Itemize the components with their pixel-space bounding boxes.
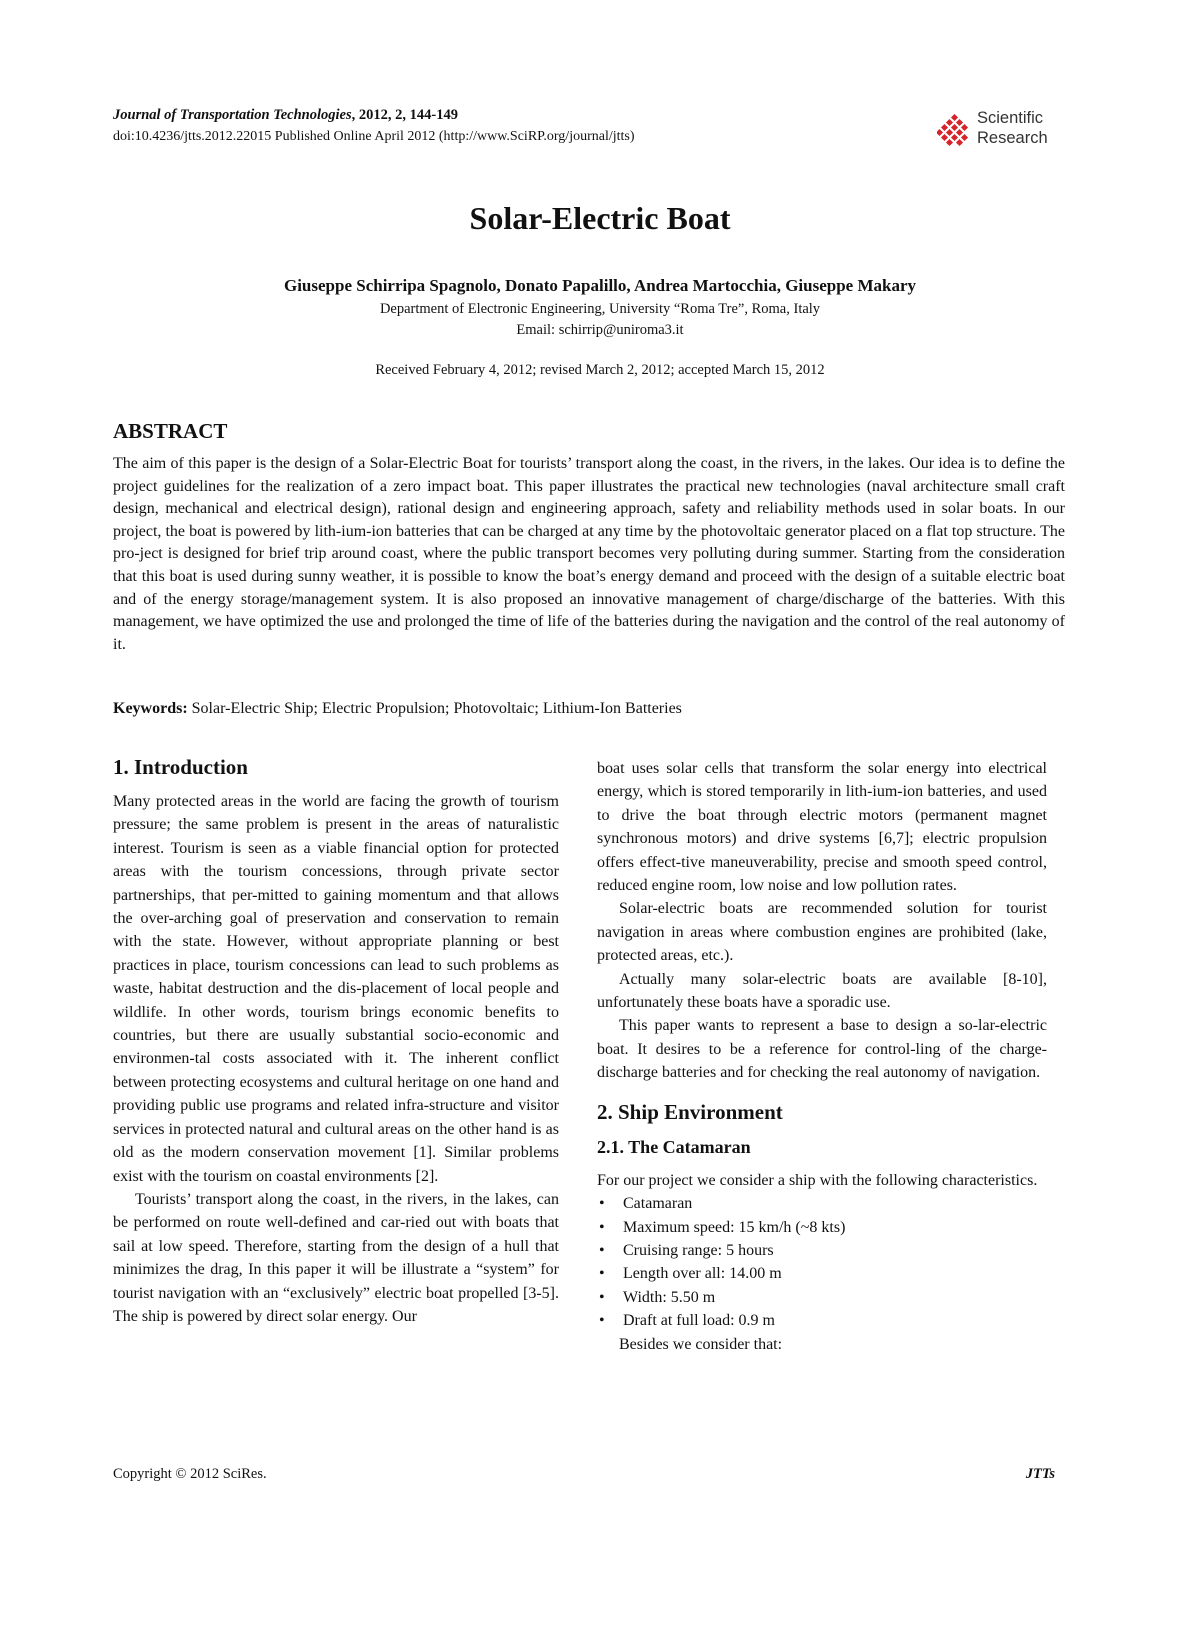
paragraph: Many protected areas in the world are facing the growth of tourism pressure; the same problem is present in the areas of naturalistic interest. Tourism is seen as a viable financial option for protected areas with the tourism concessions, through private sector partnerships, that per-mitted to gaining momentum and that allows the over-arching goal of preservation and conservation to remain with the state. However, without appropriate planning or best practices in place, tourism concessions can lead to such problems as waste, habitat destruction and the dis-placement of local people and wildlife. In other words, tourism brings economic benefits to countries, but there are usually substantial socio-economic and environmen-tal costs associated with it. The inherent conflict between protecting ecosystems and cultural heritage on one hand and providing public use programs and related infra-structure and visitor services in protected natural and cultural areas on the other hand is as old as the modern conservation movement [1]. Similar problems exist with the tourism on coastal environments [2]. <box>113 793 559 1185</box>
logo-line-1: Scientific <box>977 109 1044 127</box>
paper-title: Solar-Electric Boat <box>469 200 731 236</box>
paragraph: boat uses solar cells that transform the solar energy into electrical energy, which is stored temporarily in lith-ium-ion batteries, and used to drive the boat through electric motors (permanent magnet synchronous motors) and drive systems [6,7]; electric propulsion offers effect-tive maneuverability, precise and smooth speed control, reduced engine room, low noise and low pollution rates. <box>597 760 1047 895</box>
email: Email: schirrip@uniroma3.it <box>516 322 684 338</box>
list-item: • Width: 5.50 m <box>597 1286 1047 1309</box>
publisher-logo <box>937 108 1052 152</box>
paragraph: Besides we consider that: <box>619 1335 783 1353</box>
abstract-body <box>113 453 1065 656</box>
list-item: • Catamaran <box>597 1192 1047 1215</box>
keywords <box>113 700 682 718</box>
copyright: Copyright © 2012 SciRes. <box>113 1466 267 1482</box>
journal-citation <box>113 107 458 124</box>
list-item: • Length over all: 14.00 m <box>597 1262 1047 1285</box>
doi-line: doi:10.4236/jtts.2012.22015 Published Online April 2012 (http://www.SciRP.org/journal/jtts) <box>113 129 635 144</box>
characteristics-list <box>597 1192 1047 1332</box>
paragraph: Tourists’ transport along the coast, in the rivers, in the lakes, can be performed on route well-defined and car-ried out with boats that sail at low speed. Therefore, starting from the design of a hull that minimizes the drag, In this paper it will be illustrate a “system” for tourist navigation with an “exclusively” electric boat propelled [3-5]. The ship is powered by direct solar energy. Our <box>113 1190 559 1325</box>
paragraph: For our project we consider a ship with the following characteristics. <box>597 1171 1038 1189</box>
list-item: • Maximum speed: 15 km/h (~8 kts) <box>597 1216 1047 1239</box>
section-heading-introduction: 1. Introduction <box>113 755 248 779</box>
logo-line-2: Research <box>977 129 1048 147</box>
paragraph: Actually many solar-electric boats are available [8-10], unfortunately these boats have a sporadic use. <box>597 970 1047 1012</box>
publisher-logo-text <box>977 108 1048 148</box>
right-column <box>597 757 1047 1356</box>
subsection-heading-catamaran: 2.1. The Catamaran <box>597 1136 751 1157</box>
journal-abbreviation: JTTs <box>1025 1466 1055 1482</box>
keywords-text: Solar-Electric Ship; Electric Propulsion; Photovoltaic; Lithium-Ion Batteries <box>187 700 682 717</box>
journal-volume: , 2012, 2, 144-149 <box>351 107 458 123</box>
left-column <box>113 754 559 1328</box>
list-item: • Cruising range: 5 hours <box>597 1239 1047 1262</box>
paragraph: Solar-electric boats are recommended solution for tourist navigation in areas where combustion engines are prohibited (lake, protected areas, etc.). <box>597 900 1047 965</box>
section-heading-ship-environment: 2. Ship Environment <box>597 1099 783 1124</box>
affiliation: Department of Electronic Engineering, University “Roma Tre”, Roma, Italy <box>379 301 821 317</box>
diamond-grid-logo-icon <box>937 114 973 148</box>
abstract-text: The aim of this paper is the design of a Solar-Electric Boat for tourists’ transport along the coast, in the rivers, in the lakes. Our idea is to define the project guidelines for the realization of a zero impact boat. This paper illustrates the practical new technologies (naval architecture small craft design, mechanical and electrical design), rational design and engineering approach, safety and reliability methods used in solar boats. In our project, the boat is powered by lith-ium-ion batteries that can be charged at any time by the photovoltaic generator placed on a flat top structure. The pro-ject is designed for brief trip around coast, where the public transport becomes very polluting during summer. Starting from the consideration that this boat is used during sunny weather, it is possible to know the boat’s energy demand and proceed with the design of a suitable electric boat and of the energy storage/management system. It is also proposed an innovative management of charge/discharge of the batteries. With this management, we have optimized the use and prolonged the time of life of the batteries during the navigation and the control of the real autonomy of it. <box>113 455 1065 653</box>
abstract-heading: ABSTRACT <box>113 419 228 443</box>
paragraph: This paper wants to represent a base to design a so-lar-electric boat. It desires to be a reference for control-ling of the charge-discharge batteries and for checking the real autonomy of navigation. <box>597 1017 1047 1082</box>
keywords-label: Keywords: <box>113 700 188 717</box>
received-dates: Received February 4, 2012; revised March 2, 2012; accepted March 15, 2012 <box>375 362 825 378</box>
list-item: • Draft at full load: 0.9 m <box>597 1309 1047 1332</box>
journal-name: Journal of Transportation Technologies <box>113 107 352 123</box>
authors: Giuseppe Schirripa Spagnolo, Donato Papalillo, Andrea Martocchia, Giuseppe Makary <box>283 276 917 295</box>
